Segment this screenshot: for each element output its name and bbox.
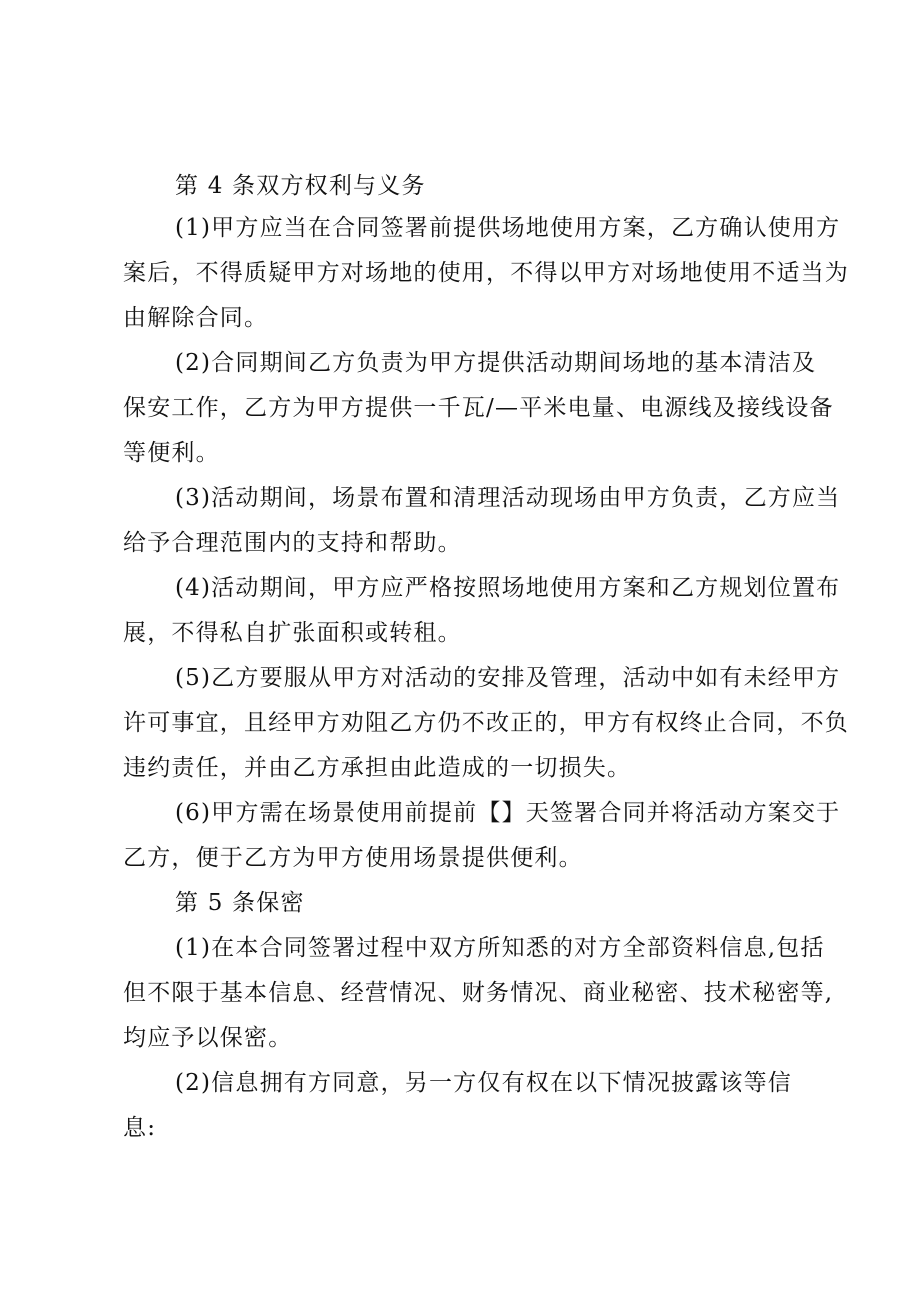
paragraph-line: 给予合理范围内的支持和帮助。: [123, 530, 462, 556]
article-4-heading: 第 4 条双方权利与义务: [175, 173, 426, 199]
paragraph-line: 许可事宜，且经甲方劝阻乙方仍不改正的，甲方有权终止合同，不负: [123, 710, 849, 736]
paragraph-line: 均应予以保密。: [123, 1025, 293, 1051]
paragraph-line: 息:: [123, 1115, 157, 1141]
paragraph-line: 乙方，便于乙方为甲方使用场景提供便利。: [123, 845, 583, 871]
paragraph-line: 案后，不得质疑甲方对场地的使用，不得以甲方对场地使用不适当为: [123, 260, 849, 286]
paragraph-line: (2)信息拥有方同意，另一方仅有权在以下情况披露该等信: [175, 1070, 792, 1096]
paragraph-line: (1)在本合同签署过程中双方所知悉的对方全部资料信息,包括: [175, 935, 825, 961]
paragraph-line: (3)活动期间，场景布置和清理活动现场由甲方负责，乙方应当: [175, 485, 841, 511]
paragraph-line: 等便利。: [123, 440, 220, 466]
paragraph-line: 由解除合同。: [123, 305, 269, 331]
paragraph-line: (6)甲方需在场景使用前提前【】天签署合同并将活动方案交于: [175, 800, 841, 826]
paragraph-line: (5)乙方要服从甲方对活动的安排及管理，活动中如有未经甲方: [175, 665, 841, 691]
paragraph-line: (4)活动期间，甲方应严格按照场地使用方案和乙方规划位置布: [175, 575, 841, 601]
paragraph-line: (2)合同期间乙方负责为甲方提供活动期间场地的基本清洁及: [175, 350, 817, 376]
article-5-heading: 第 5 条保密: [175, 890, 305, 916]
paragraph-line: 但不限于基本信息、经营情况、财务情况、商业秘密、技术秘密等,: [123, 980, 834, 1006]
paragraph-line: (1)甲方应当在合同签署前提供场地使用方案，乙方确认使用方: [175, 215, 841, 241]
paragraph-line: 展，不得私自扩张面积或转租。: [123, 620, 462, 646]
paragraph-line: 保安工作，乙方为甲方提供一千瓦/—平米电量、电源线及接线设备: [123, 395, 834, 421]
paragraph-line: 违约责任，并由乙方承担由此造成的一切损失。: [123, 755, 632, 781]
